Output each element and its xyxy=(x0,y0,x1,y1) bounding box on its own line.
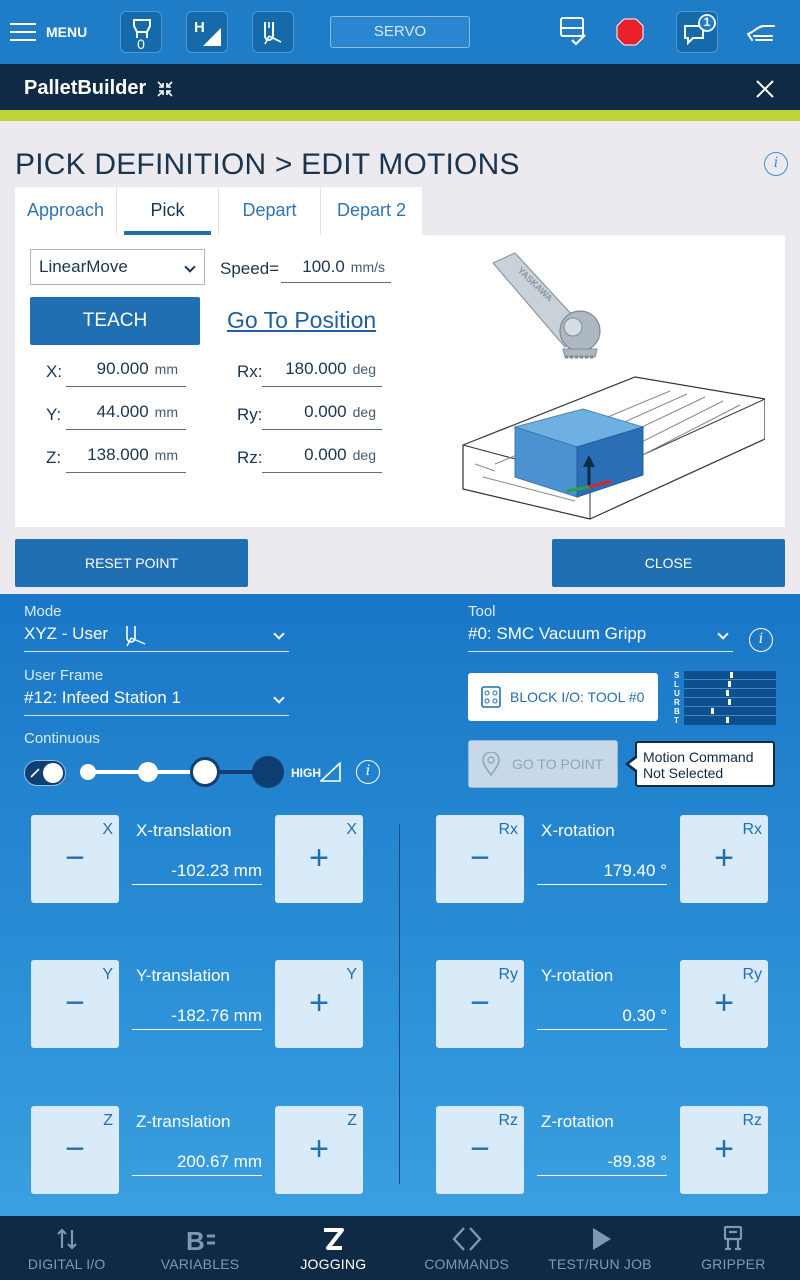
toggle-knob xyxy=(43,763,63,783)
axis-letter: L xyxy=(674,680,679,689)
tab-depart-2[interactable]: Depart 2 xyxy=(321,187,422,235)
ry-label: Ry: xyxy=(237,405,263,424)
x-rotation-label: X-rotation xyxy=(541,821,615,840)
axis-r-marker xyxy=(728,699,731,705)
tool-value: #0: SMC Vacuum Gripp xyxy=(468,624,647,643)
plus-icon: + xyxy=(309,839,329,877)
accent-strip xyxy=(0,110,800,121)
x-translation-value: -102.23 mm xyxy=(132,857,262,885)
plus-icon: + xyxy=(714,839,734,877)
tab-pick[interactable]: Pick xyxy=(117,187,218,235)
axis-tag: X xyxy=(102,821,113,838)
z-translation-value: 200.67 mm xyxy=(132,1148,262,1176)
jogging-icon xyxy=(318,1224,348,1254)
x-plus-button[interactable] xyxy=(275,815,363,903)
mode-select[interactable] xyxy=(24,624,289,652)
speed-step-dot[interactable] xyxy=(138,762,158,782)
speed-high-label: HIGH xyxy=(291,766,321,780)
jog-divider xyxy=(399,824,400,1184)
y-translation-value: -182.76 mm xyxy=(132,1002,262,1030)
plus-icon: + xyxy=(714,984,734,1022)
robot-brand-label: YASKAWA xyxy=(515,265,555,304)
x-unit: mm xyxy=(154,361,178,377)
nav-jogging[interactable] xyxy=(267,1216,400,1280)
y-minus-button[interactable] xyxy=(31,960,119,1048)
minus-icon: − xyxy=(65,984,85,1022)
z-minus-button[interactable] xyxy=(31,1106,119,1194)
nav-label: GRIPPER xyxy=(701,1256,766,1272)
speed-unit: mm/s xyxy=(350,259,385,275)
teach-button[interactable]: TEACH xyxy=(30,297,200,345)
nav-label: DIGITAL I/O xyxy=(27,1256,106,1272)
nav-digital-io[interactable] xyxy=(0,1216,133,1280)
z-plus-button[interactable] xyxy=(275,1106,363,1194)
close-button[interactable]: CLOSE xyxy=(552,539,785,587)
close-icon[interactable] xyxy=(755,79,775,99)
speed-step-dot[interactable] xyxy=(252,756,284,788)
z-unit: mm xyxy=(154,447,178,463)
y-unit: mm xyxy=(154,404,178,420)
arrows-updown-icon xyxy=(52,1224,82,1254)
rx-field[interactable] xyxy=(262,359,382,387)
robot-arm-graphic xyxy=(493,253,600,357)
home-speed-button[interactable] xyxy=(186,11,228,53)
z-field[interactable] xyxy=(66,445,186,473)
x-value: 90.000 xyxy=(96,359,149,378)
go-to-point-label: GO TO POINT xyxy=(512,756,604,772)
y-field[interactable] xyxy=(66,402,186,430)
axis-tag: Ry xyxy=(498,966,518,983)
rz-field[interactable] xyxy=(262,445,382,473)
axis-letter: T xyxy=(674,716,679,725)
axis-tag: Rx xyxy=(498,821,518,838)
user-frame-label: User Frame xyxy=(24,667,104,684)
speed-info-icon[interactable]: i xyxy=(356,760,380,784)
axis-letter: U xyxy=(674,689,680,698)
go-to-point-button[interactable] xyxy=(468,740,618,788)
ry-field[interactable] xyxy=(262,402,382,430)
ry-unit: deg xyxy=(352,404,376,420)
minus-icon: − xyxy=(470,1130,490,1168)
svg-text:B: B xyxy=(185,1226,205,1254)
mode-label: Mode xyxy=(24,603,62,620)
block-io-label: BLOCK I/O: TOOL #0 xyxy=(510,689,645,705)
chevron-down-icon xyxy=(717,628,728,639)
motion-tabs xyxy=(15,187,422,235)
z-rotation-label: Z-rotation xyxy=(541,1112,614,1131)
axis-tag: Z xyxy=(347,1112,357,1129)
nav-variables[interactable] xyxy=(133,1216,266,1280)
chevron-down-icon xyxy=(273,628,284,639)
ry-value: 0.000 xyxy=(304,402,347,421)
plus-icon: + xyxy=(309,984,329,1022)
mode-value: XYZ - User xyxy=(24,624,109,643)
axis-t-marker xyxy=(726,717,729,723)
minus-icon: − xyxy=(65,1130,85,1168)
user-frame-icon xyxy=(253,12,295,54)
motion-type-value: LinearMove xyxy=(39,257,128,276)
io-block-icon xyxy=(481,686,501,708)
continuous-icon xyxy=(29,767,43,779)
y-rotation-label: Y-rotation xyxy=(541,966,614,985)
chevron-down-icon xyxy=(273,692,284,703)
menu-label: MENU xyxy=(46,24,88,40)
ry-minus-button[interactable] xyxy=(436,960,524,1048)
axis-letter: B xyxy=(674,707,680,716)
rz-label: Rz: xyxy=(237,448,263,467)
app-title-bar xyxy=(0,64,800,112)
x-field[interactable] xyxy=(66,359,186,387)
rz-plus-button[interactable] xyxy=(680,1106,768,1194)
rx-label: Rx: xyxy=(237,362,263,381)
speed-slider-thumb[interactable] xyxy=(190,757,220,787)
pick-illustration xyxy=(455,249,765,524)
top-bar xyxy=(0,0,800,64)
axis-letter: R xyxy=(674,698,680,707)
tooltip-line-2: Not Selected xyxy=(643,765,724,781)
axis-meter xyxy=(674,671,776,725)
axis-b-marker xyxy=(711,708,714,714)
z-value: 138.000 xyxy=(87,445,149,464)
user-frame-value: #12: Infeed Station 1 xyxy=(24,688,181,707)
x-label: X: xyxy=(46,362,63,381)
plus-icon: + xyxy=(714,1130,734,1168)
ry-plus-button[interactable] xyxy=(680,960,768,1048)
nav-label: VARIABLES xyxy=(160,1256,240,1272)
stop-octagon-icon xyxy=(612,14,648,50)
notification-count: 1 xyxy=(703,15,711,29)
axis-s-marker xyxy=(730,672,733,678)
reset-point-button[interactable]: RESET POINT xyxy=(15,539,248,587)
tool-select[interactable] xyxy=(468,624,733,652)
gripper-status-button[interactable] xyxy=(120,11,162,53)
continuous-label: Continuous xyxy=(24,730,100,747)
block-io-button[interactable] xyxy=(468,673,658,721)
tab-depart[interactable]: Depart xyxy=(219,187,320,235)
rz-unit: deg xyxy=(352,447,376,463)
y-plus-button[interactable] xyxy=(275,960,363,1048)
axis-tag: Rz xyxy=(742,1112,762,1129)
x-minus-button[interactable] xyxy=(31,815,119,903)
nav-test-run-job[interactable] xyxy=(533,1216,666,1280)
tool-info-icon[interactable]: i xyxy=(749,628,773,652)
continuous-toggle[interactable] xyxy=(24,760,66,786)
axis-tag: Ry xyxy=(742,966,762,983)
bottom-nav xyxy=(0,1216,800,1280)
tooltip-line-1: Motion Command xyxy=(643,749,754,765)
z-translation-label: Z-translation xyxy=(136,1112,231,1131)
notifications-button[interactable] xyxy=(676,11,718,53)
save-job-button[interactable] xyxy=(556,14,592,50)
minus-icon: − xyxy=(65,839,85,877)
play-icon xyxy=(585,1224,615,1254)
code-brackets-icon xyxy=(445,1224,489,1254)
motion-type-select[interactable] xyxy=(30,249,205,285)
gripper-icon xyxy=(718,1224,748,1254)
axis-l-marker xyxy=(728,681,731,687)
rx-plus-button[interactable] xyxy=(680,815,768,903)
location-pin-icon xyxy=(482,752,500,776)
collapse-icon[interactable] xyxy=(156,80,174,98)
menu-button[interactable] xyxy=(10,16,87,48)
page-title: PICK DEFINITION > EDIT MOTIONS xyxy=(15,148,520,181)
nav-commands[interactable] xyxy=(400,1216,533,1280)
app-title: PalletBuilder xyxy=(24,77,147,99)
chevron-down-icon xyxy=(184,261,195,272)
z-rotation-value: -89.38 ° xyxy=(537,1148,667,1176)
speed-label: Speed= xyxy=(220,259,280,278)
coordinate-frame-button[interactable] xyxy=(252,11,294,53)
rz-minus-button[interactable] xyxy=(436,1106,524,1194)
axis-tag: Y xyxy=(102,966,113,983)
rx-minus-button[interactable] xyxy=(436,815,524,903)
plus-icon: + xyxy=(309,1130,329,1168)
hand-icon xyxy=(744,14,780,50)
user-frame-icon xyxy=(121,622,151,650)
hamburger-icon xyxy=(10,21,36,43)
minus-icon: − xyxy=(470,839,490,877)
axis-meter-letters xyxy=(674,671,684,725)
minus-icon: − xyxy=(470,984,490,1022)
page-info-icon[interactable]: i xyxy=(764,152,788,176)
rx-unit: deg xyxy=(352,361,376,377)
speed-value: 100.0 xyxy=(302,257,345,276)
y-translation-label: Y-translation xyxy=(136,966,230,985)
emergency-stop-button[interactable] xyxy=(612,14,648,50)
pendant-check-icon xyxy=(556,14,592,50)
variables-icon xyxy=(180,1224,220,1254)
servo-button[interactable]: SERVO xyxy=(330,16,470,48)
axis-u-marker xyxy=(726,690,729,696)
speed-step-dot[interactable] xyxy=(80,764,96,780)
pick-panel xyxy=(15,235,785,527)
x-translation-label: X-translation xyxy=(136,821,232,840)
axis-tag: Z xyxy=(103,1112,113,1129)
speed-level-icon xyxy=(320,762,342,782)
user-frame-select[interactable] xyxy=(24,688,289,716)
axis-tag: Y xyxy=(346,966,357,983)
rx-value: 180.000 xyxy=(285,359,347,378)
y-label: Y: xyxy=(46,405,62,424)
y-rotation-value: 0.30 ° xyxy=(537,1002,667,1030)
axis-meter-bars xyxy=(684,671,776,725)
svg-text:H: H xyxy=(194,19,205,36)
gripper-count: 0 xyxy=(137,36,145,52)
nav-label: JOGGING xyxy=(300,1256,367,1272)
nav-label: COMMANDS xyxy=(424,1256,510,1272)
z-label: Z: xyxy=(46,448,62,467)
axis-letter: S xyxy=(674,671,680,680)
rz-value: 0.000 xyxy=(304,445,347,464)
axis-tag: X xyxy=(346,821,357,838)
tool-label: Tool xyxy=(468,603,496,620)
motion-command-tooltip xyxy=(635,741,775,787)
nav-label: TEST/RUN JOB xyxy=(548,1256,652,1272)
axis-tag: Rx xyxy=(742,821,762,838)
go-to-position-link[interactable]: Go To Position xyxy=(227,307,377,333)
speed-field[interactable] xyxy=(281,257,391,283)
y-value: 44.000 xyxy=(96,402,149,421)
tab-approach[interactable]: Approach xyxy=(15,187,116,235)
x-rotation-value: 179.40 ° xyxy=(537,857,667,885)
speed-level-icon xyxy=(187,12,229,54)
hand-guide-button[interactable] xyxy=(744,14,780,50)
nav-gripper[interactable] xyxy=(667,1216,800,1280)
axis-tag: Rz xyxy=(498,1112,518,1129)
